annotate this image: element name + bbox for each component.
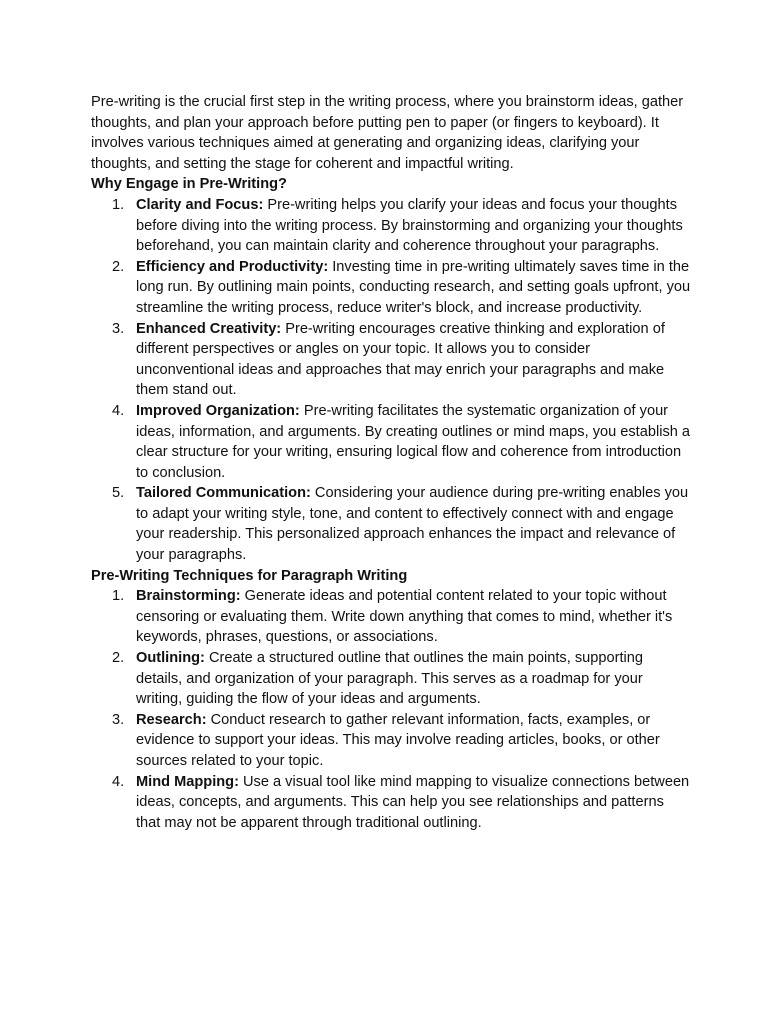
list-text: Conduct research to gather relevant information, facts, examples, or evidence to support your ideas. This may involve reading articles, books, or other sources related to your topic. <box>136 711 660 769</box>
list-number: 4. <box>112 402 125 419</box>
techniques-heading: Pre-Writing Techniques for Paragraph Writing <box>91 567 408 584</box>
list-number: 1. <box>112 196 125 213</box>
why-list-item <box>91 195 691 257</box>
techniques-list-item <box>91 648 691 710</box>
techniques-list <box>91 586 691 833</box>
list-text: Investing time in pre-writing ultimately saves time in the long run. By outlining main points, conducting research, and setting goals upfront, you streamline the writing process, reduce writer's block, and increase productivity. <box>136 258 691 316</box>
list-text: Use a visual tool like mind mapping to visualize connections between ideas, concepts, and arguments. This can help you see relationships and patterns that may not be apparent through traditional outlining. <box>136 773 690 831</box>
list-text: Generate ideas and potential content related to your topic without censoring or evaluating them. Write down anything that comes to mind, whether it's keywords, phrases, questions, or associations. <box>136 588 673 646</box>
list-number: 3. <box>112 320 125 337</box>
list-number: 4. <box>112 773 125 790</box>
list-text: Create a structured outline that outlines the main points, supporting details, and organization of your paragraph. This serves as a roadmap for your writing, guiding the flow of your ideas and arguments. <box>136 650 643 708</box>
why-list-item <box>91 319 691 401</box>
list-text: Considering your audience during pre-writing enables you to adapt your writing style, tone, and content to effectively connect with and engage your readership. This personalized approach enhances the impact and relevance of your paragraphs. <box>136 485 689 564</box>
why-list-item <box>91 257 691 319</box>
list-number: 5. <box>112 485 125 502</box>
list-term: Brainstorming: <box>136 588 241 605</box>
techniques-list-item <box>91 586 691 648</box>
list-term: Tailored Communication: <box>136 485 311 502</box>
list-term: Enhanced Creativity: <box>136 320 282 337</box>
list-text: Pre-writing helps you clarify your ideas and focus your thoughts before diving into the writing process. By brainstorming and organizing your thoughts beforehand, you can maintain clarity and coherence throughout your paragraphs. <box>136 196 683 255</box>
techniques-list-item <box>91 772 691 834</box>
document-page <box>91 92 691 833</box>
list-number: 3. <box>112 711 125 728</box>
list-number: 2. <box>112 650 125 667</box>
why-list-item <box>91 483 691 565</box>
list-term: Outlining: <box>136 650 205 667</box>
list-term: Clarity and Focus: <box>136 196 264 213</box>
list-term: Research: <box>136 711 207 728</box>
why-list <box>91 195 691 566</box>
list-term: Improved Organization: <box>136 402 300 419</box>
list-number: 1. <box>112 588 125 605</box>
list-text: Pre-writing encourages creative thinking and exploration of different perspectives or angles on your topic. It allows you to consider unconventional ideas and approaches that may enrich your paragraphs and make them stand out. <box>136 320 665 399</box>
list-term: Mind Mapping: <box>136 773 239 790</box>
list-number: 2. <box>112 258 125 275</box>
techniques-list-item <box>91 710 691 772</box>
intro-paragraph: Pre-writing is the crucial first step in the writing process, where you brainstorm ideas, gather thoughts, and plan your approach before putting pen to paper (or fingers to keyboard). It involves various techniques aimed at generating and organizing ideas, clarifying your thoughts, and setting the stage for coherent and impactful writing. <box>91 94 684 172</box>
why-heading: Why Engage in Pre-Writing? <box>91 176 287 193</box>
why-list-item <box>91 401 691 483</box>
list-term: Efficiency and Productivity: <box>136 258 329 275</box>
list-text: Pre-writing facilitates the systematic organization of your ideas, information, and arguments. By creating outlines or mind maps, you establish a clear structure for your writing, ensuring logical flow and coherence from introduction to conclusion. <box>136 402 691 481</box>
